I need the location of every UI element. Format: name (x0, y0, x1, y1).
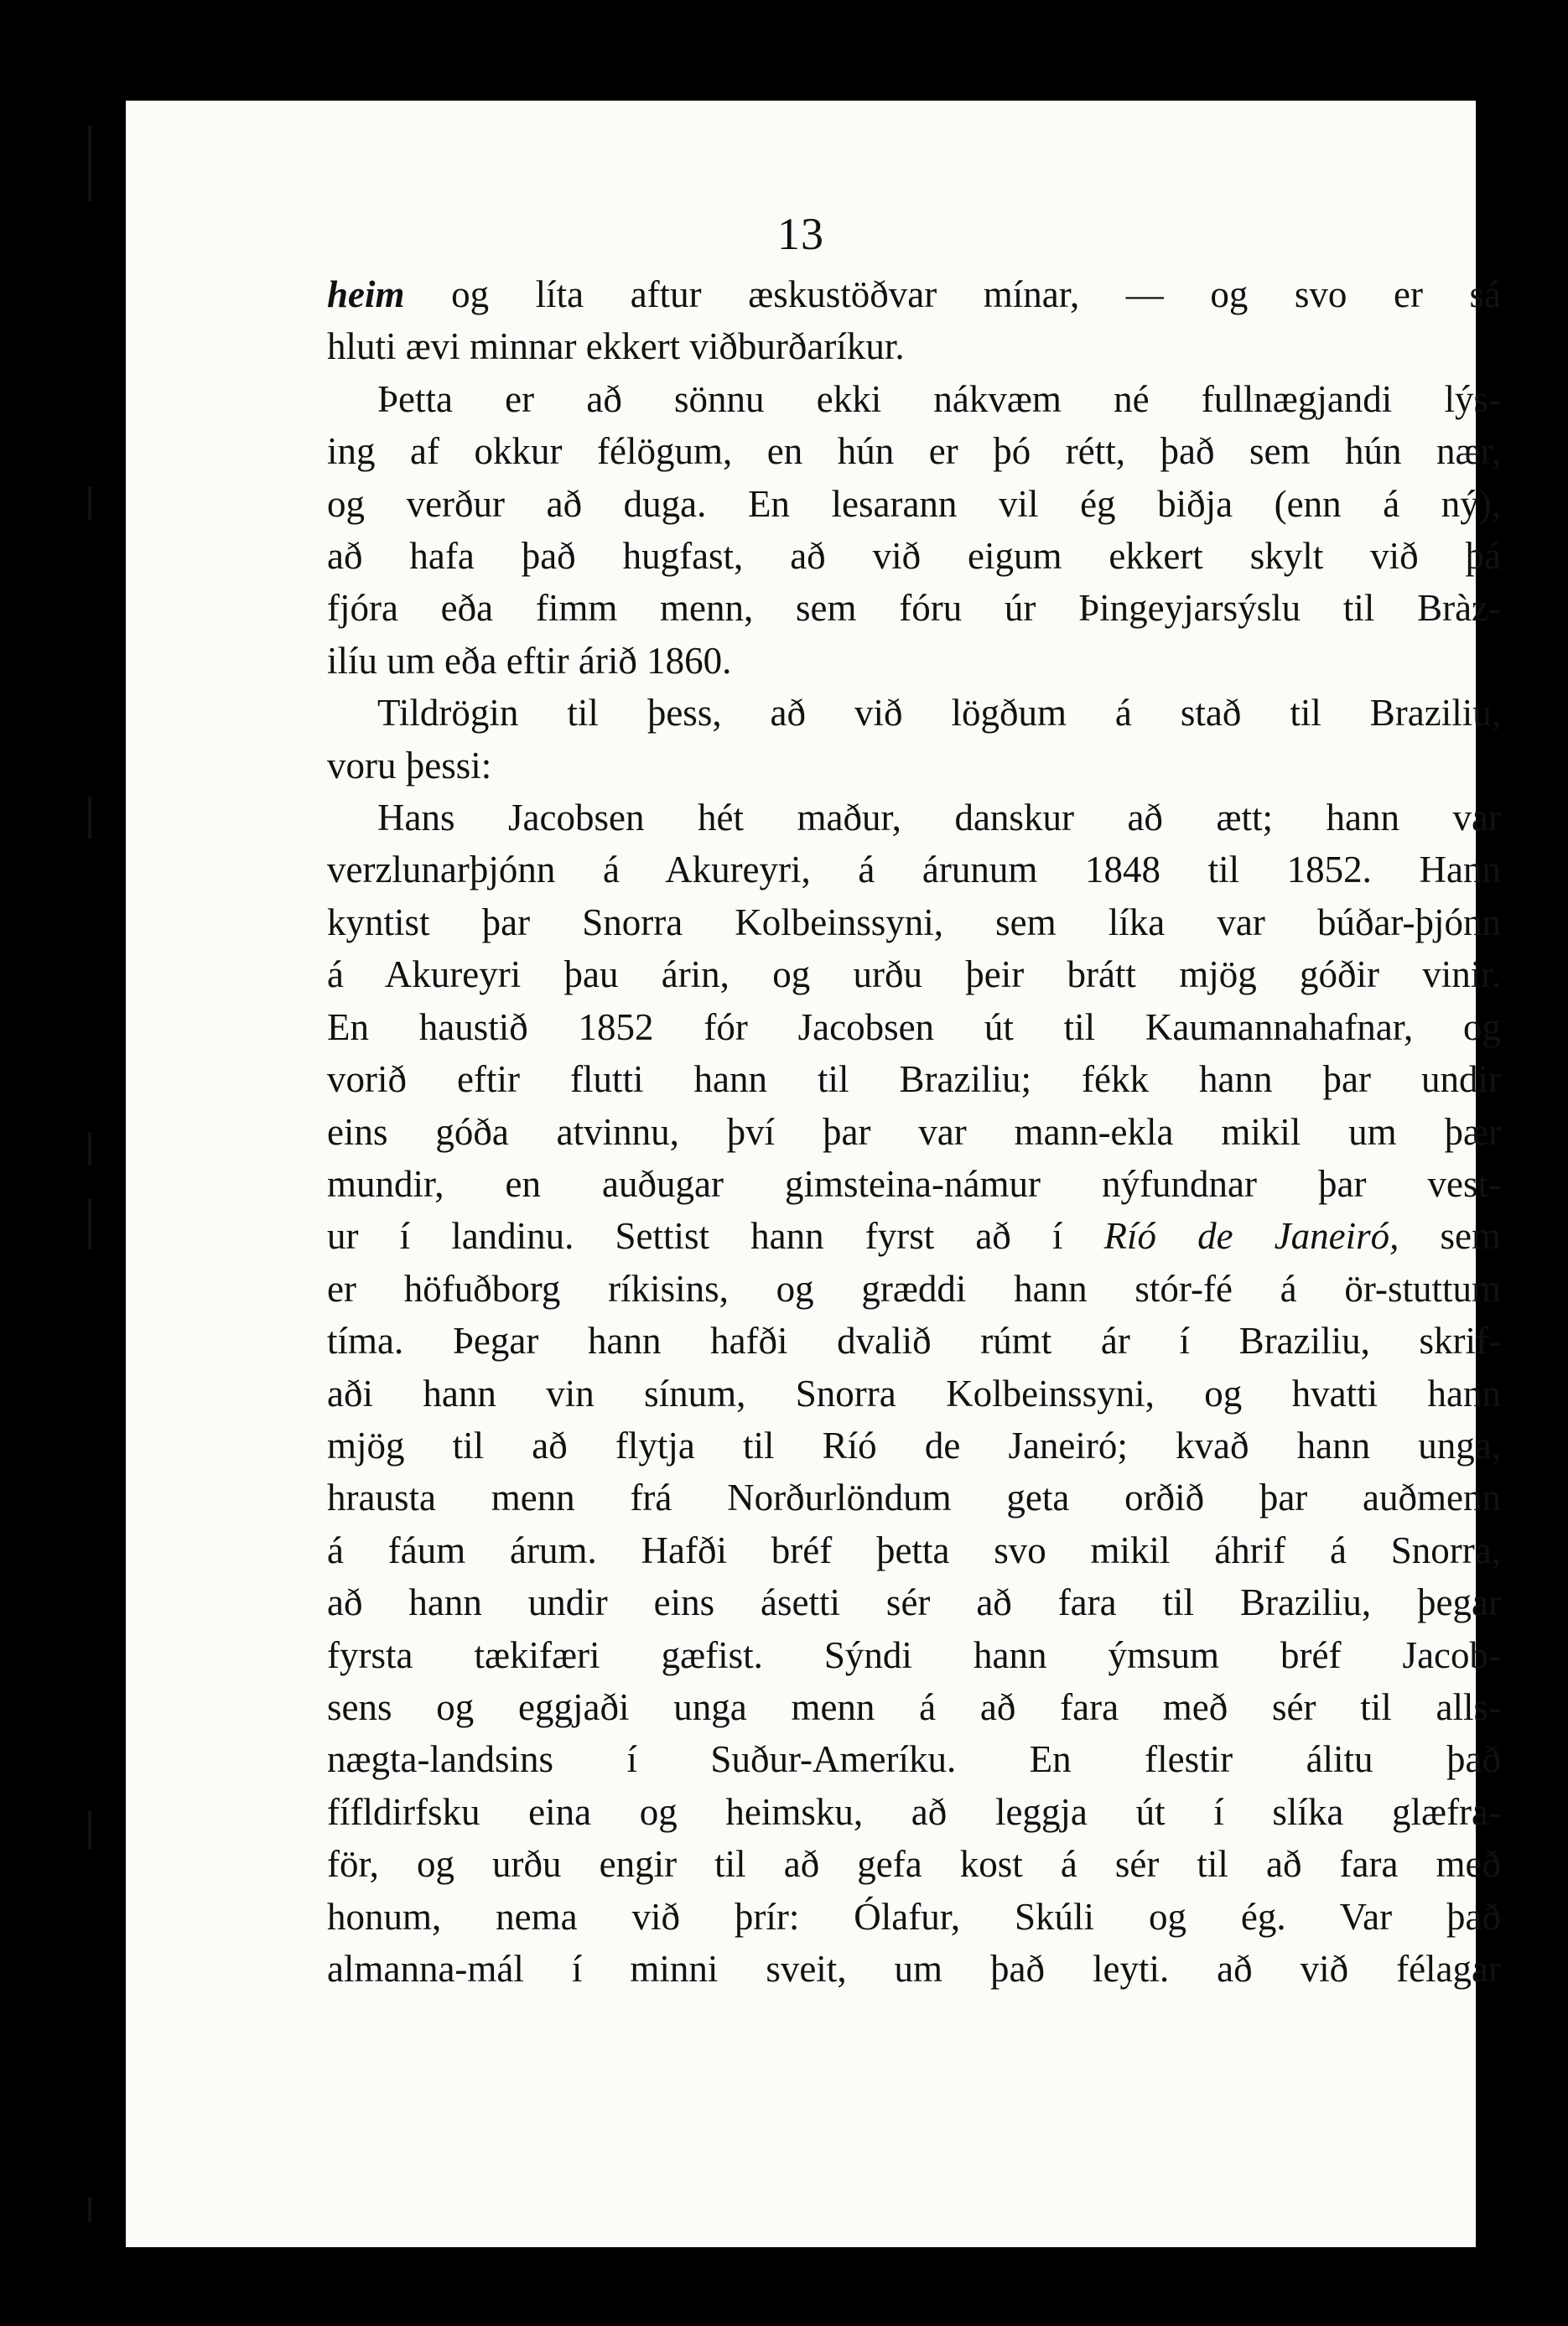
text-line: honum, nema við þrír: Ólafur, Skúli og ég. Var það (327, 1895, 1501, 1938)
text-line: ing af okkur félögum, en hún er þó rétt, það sem hún nær, (327, 430, 1501, 473)
text-line: nægta-landsins í Suður-Ameríku. En flestir álitu það (327, 1738, 1501, 1781)
edge-mark (88, 126, 91, 201)
text-line: mundir, en auðugar gimsteina-námur nýfundnar þar vest- (327, 1162, 1501, 1205)
text-line: hrausta menn frá Norðurlöndum geta orðið þar auðmenn (327, 1477, 1501, 1519)
edge-mark (88, 1132, 91, 1166)
text-line: ilíu um eða eftir árið 1860. (327, 639, 732, 682)
text-line: á Akureyri þau árin, og urðu þeir brátt mjög góðir vinir. (327, 953, 1501, 996)
text-line: tíma. Þegar hann hafði dvalið rúmt ár í Braziliu, skrif- (327, 1320, 1501, 1363)
edge-mark (88, 1811, 91, 1849)
text-line: eins góða atvinnu, því þar var mann-ekla mikil um þær (327, 1110, 1501, 1153)
binding-edge-marks (88, 126, 100, 2222)
text-line: Þetta er að sönnu ekki nákvæm né fullnægjandi lýs- (377, 377, 1501, 420)
text-line: sens og eggjaði unga menn á að fara með sér til alls- (327, 1685, 1501, 1728)
text-line: Tildrögin til þess, að við lögðum á stað til Braziliu, (377, 692, 1501, 735)
edge-mark (88, 486, 91, 520)
text-line: Hans Jacobsen hét maður, danskur að ætt; hann var (377, 797, 1501, 839)
paragraph (327, 792, 1501, 1995)
paragraph (327, 268, 1501, 373)
text-line: mjög til að flytja til Ríó de Janeiró; kvað hann unga, (327, 1424, 1501, 1467)
italic-place-name: Ríó de Janeiró, (1103, 1215, 1399, 1258)
text-line: á fáum árum. Hafði bréf þetta svo mikil áhrif á Snorra, (327, 1529, 1501, 1571)
text-line (327, 268, 1501, 320)
text-line: voru þessi: (327, 744, 492, 787)
italic-word: heim (327, 273, 405, 315)
text-line: En haustið 1852 fór Jacobsen út til Kaumannahafnar, og (327, 1005, 1501, 1048)
text-line: verzlunarþjónn á Akureyri, á árunum 1848 til 1852. Hann (327, 849, 1501, 891)
line-text: ur í landinu. Settist hann fyrst að í (327, 1215, 1104, 1258)
paragraph (327, 373, 1501, 687)
text-line: fjóra eða fimm menn, sem fóru úr Þingeyjarsýslu til Bràz- (327, 587, 1501, 630)
book-page (126, 101, 1501, 2247)
text-line: kyntist þar Snorra Kolbeinssyni, sem líka var búðar-þjónn (327, 901, 1501, 943)
edge-mark (88, 2197, 91, 2222)
edge-mark (88, 797, 91, 839)
text-line: aði hann vin sínum, Snorra Kolbeinssyni, og hvatti hann (327, 1372, 1501, 1415)
line-text: sem (1399, 1215, 1501, 1258)
text-line: fífldirfsku eina og heimsku, að leggja út í slíka glæfra- (327, 1790, 1501, 1833)
edge-mark (88, 1199, 91, 1249)
text-line: er höfuðborg ríkisins, og græddi hann stór-fé á ör-stuttum (327, 1267, 1501, 1310)
text-line (327, 1210, 1501, 1262)
line-text: og líta aftur æskustöðvar mínar, — og svo er sá (404, 273, 1501, 315)
page-number: 13 (777, 209, 824, 259)
text-line: og verður að duga. En lesarann vil ég biðja (enn á ný), (327, 482, 1501, 525)
body-text (327, 268, 1501, 1995)
text-line: för, og urðu engir til að gefa kost á sér til að fara með (327, 1843, 1501, 1886)
text-line: að hann undir eins ásetti sér að fara til Braziliu, þegar (327, 1581, 1501, 1624)
text-line: að hafa það hugfast, að við eigum ekkert skylt við þá (327, 535, 1501, 578)
paragraph (327, 687, 1501, 792)
text-line: fyrsta tækifæri gæfist. Sýndi hann ýmsum bréf Jacob- (327, 1633, 1501, 1676)
text-line: almanna-mál í minni sveit, um það leyti. að við félagar (327, 1948, 1501, 1990)
text-line: vorið eftir flutti hann til Braziliu; fékk hann þar undir (327, 1058, 1501, 1101)
text-line: hluti ævi minnar ekkert viðburðaríkur. (327, 325, 905, 368)
